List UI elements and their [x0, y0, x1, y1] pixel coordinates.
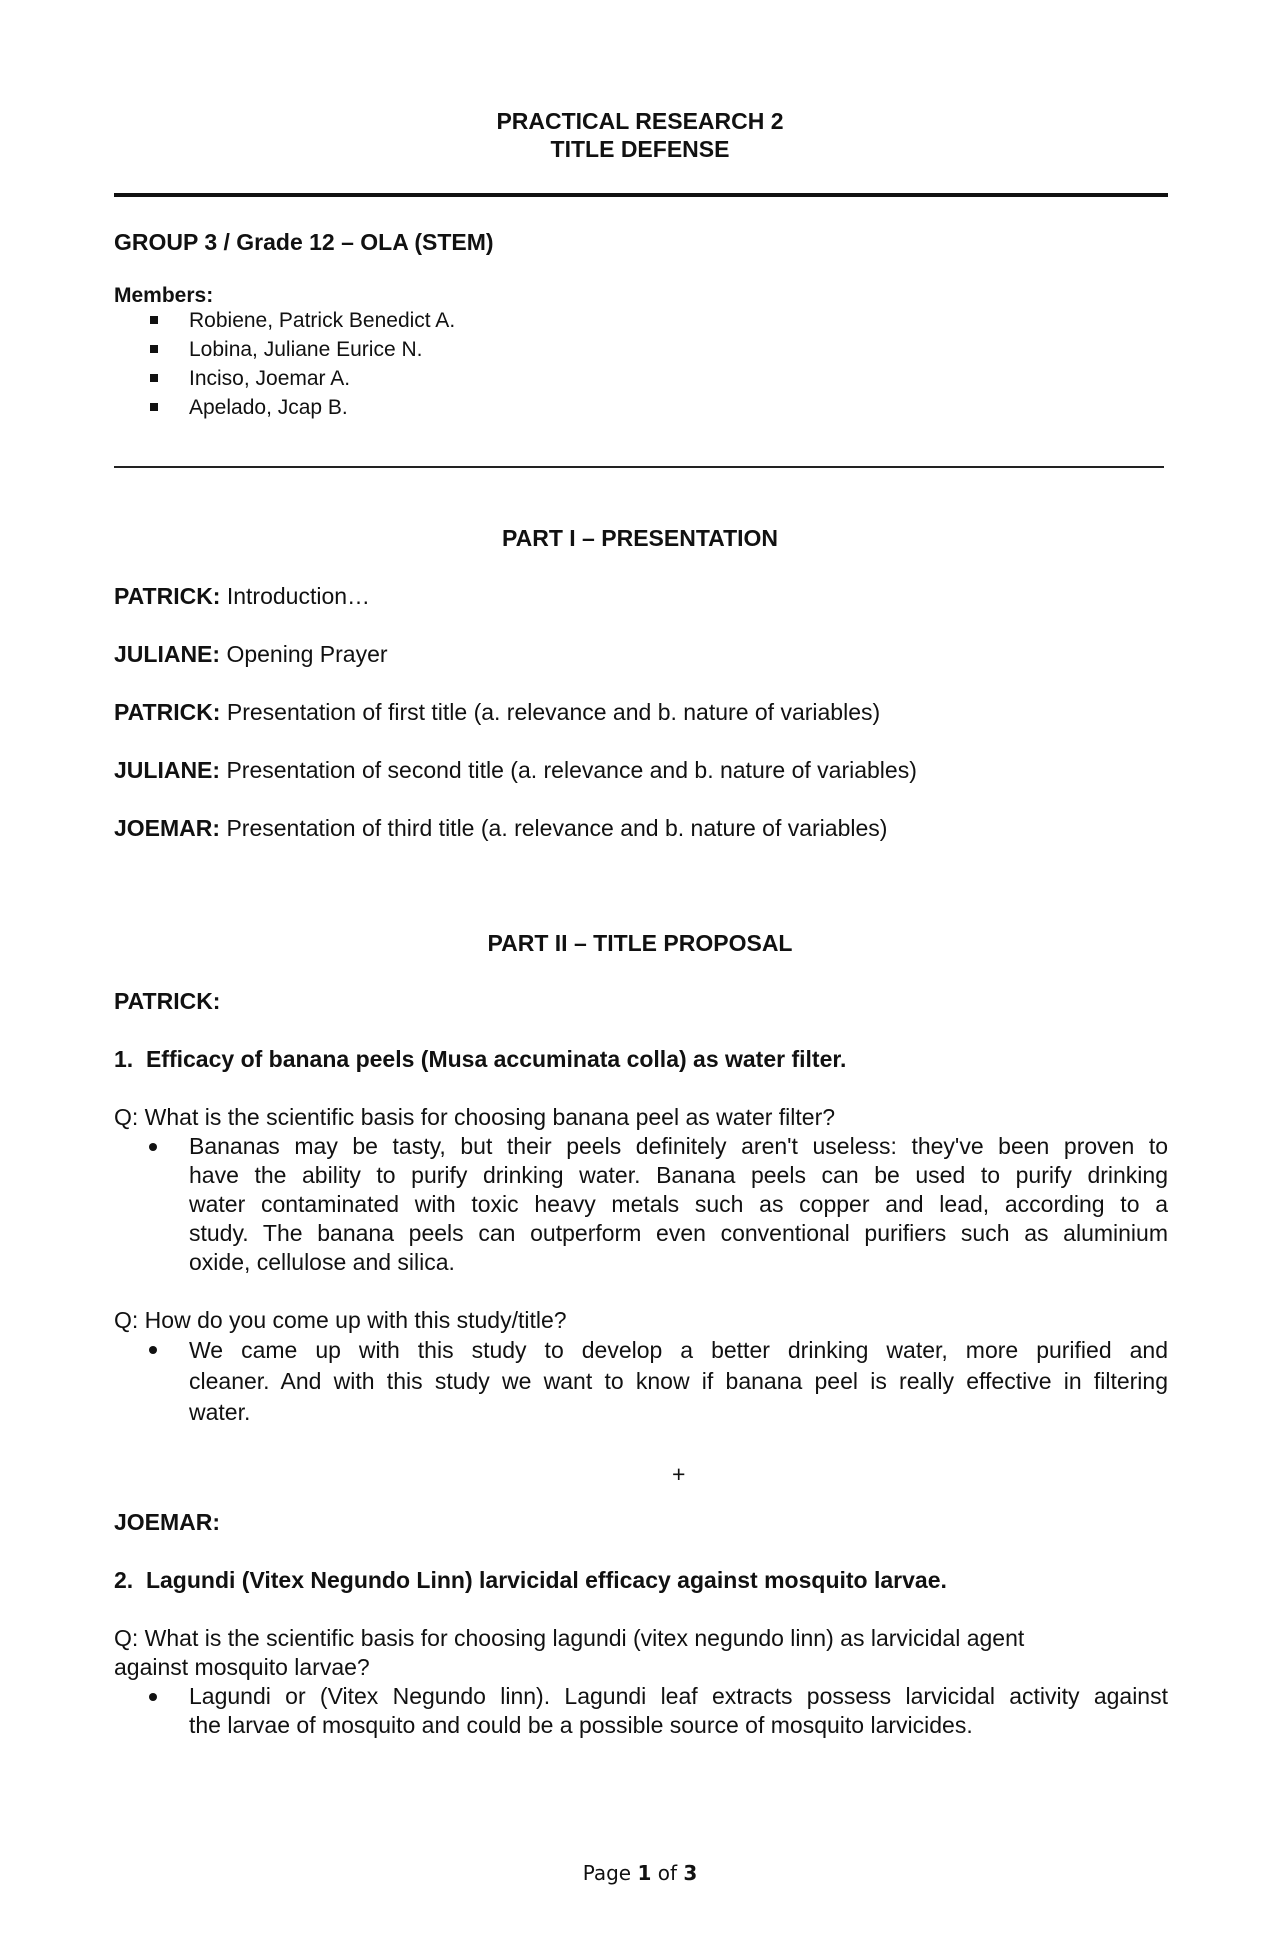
doc-subtitle: TITLE DEFENSE [550, 136, 730, 162]
answer-line: Lagundi or (Vitex Negundo linn). Lagundi leaf extracts possess larvicidal activity against [189, 1683, 1168, 1709]
agenda-item [114, 814, 887, 843]
member-item: Inciso, Joemar A. [189, 367, 351, 390]
agenda-speaker: PATRICK: [114, 699, 221, 725]
page-number: 1 [637, 1861, 652, 1885]
section1-question-2: Q: How do you come up with this study/title? [114, 1307, 567, 1333]
member-item: Apelado, Jcap B. [189, 396, 348, 419]
answer-line: have the ability to purify drinking water. Banana peels can be used to purify drinking [189, 1162, 1168, 1188]
section-divider [114, 466, 1164, 468]
doc-title: PRACTICAL RESEARCH 2 [496, 108, 784, 134]
answer-line: Bananas may be tasty, but their peels definitely aren't useless: they've been proven to [189, 1133, 1168, 1159]
answer-line: oxide, cellulose and silica. [189, 1249, 455, 1275]
section2-answer-1 [189, 1682, 1168, 1740]
page-word: Page [582, 1861, 638, 1885]
agenda-speaker: JULIANE: [114, 641, 221, 667]
section1-question-1: Q: What is the scientific basis for choosing banana peel as water filter? [114, 1104, 836, 1130]
member-bullet-icon [150, 345, 158, 353]
header-divider [114, 193, 1168, 197]
section1-speaker: PATRICK: [114, 988, 221, 1014]
section2-question-1-cont: against mosquito larvae? [114, 1654, 370, 1680]
answer-line: water. [189, 1399, 251, 1425]
section2-speaker: JOEMAR: [114, 1509, 221, 1535]
section2-question-1: Q: What is the scientific basis for choosing lagundi (vitex negundo linn) as larvicidal agent [114, 1625, 1025, 1651]
agenda-speaker: JULIANE: [114, 757, 221, 783]
agenda-item [114, 640, 388, 669]
part2-heading: PART II – TITLE PROPOSAL [487, 930, 793, 956]
answer-line: We came up with this study to develop a better drinking water, more purified and [189, 1337, 1168, 1363]
agenda-text: Opening Prayer [220, 641, 388, 667]
agenda-speaker: JOEMAR: [114, 815, 221, 841]
answer-bullet-icon [149, 1143, 157, 1151]
agenda-text: Presentation of third title (a. relevance and b. nature of variables) [220, 815, 888, 841]
member-bullet-icon [150, 374, 158, 382]
agenda-text: Presentation of first title (a. relevance and b. nature of variables) [220, 699, 881, 725]
answer-bullet-icon [149, 1693, 157, 1701]
answer-line: the larvae of mosquito and could be a possible source of mosquito larvicides. [189, 1712, 973, 1738]
member-bullet-icon [150, 403, 158, 411]
member-item: Lobina, Juliane Eurice N. [189, 338, 423, 361]
part1-heading: PART I – PRESENTATION [501, 525, 779, 551]
group-heading: GROUP 3 / Grade 12 – OLA (STEM) [114, 229, 494, 255]
answer-line: study. The banana peels can outperform even conventional purifiers such as aluminium [189, 1220, 1168, 1246]
agenda-text: Introduction… [220, 583, 371, 609]
member-item: Robiene, Patrick Benedict A. [189, 309, 456, 332]
agenda-text: Presentation of second title (a. relevance and b. nature of variables) [220, 757, 917, 783]
agenda-item [114, 756, 917, 785]
section1-answer-2 [189, 1335, 1168, 1428]
answer-bullet-icon [149, 1346, 157, 1354]
page-footer [0, 1860, 1280, 1886]
answer-line: water contaminated with toxic heavy metals such as copper and lead, according to a [189, 1191, 1168, 1217]
agenda-item [114, 698, 880, 727]
section1-answer-1 [189, 1132, 1168, 1277]
section1-title: 1. Efficacy of banana peels (Musa accuminata colla) as water filter. [114, 1046, 847, 1072]
plus-mark: + [672, 1461, 686, 1487]
agenda-item [114, 582, 370, 611]
section2-title: 2. Lagundi (Vitex Negundo Linn) larvicidal efficacy against mosquito larvae. [114, 1567, 947, 1593]
of-word: of [651, 1861, 684, 1885]
answer-line: cleaner. And with this study we want to know if banana peel is really effective in filtering [189, 1368, 1168, 1394]
page-total: 3 [683, 1861, 698, 1885]
member-bullet-icon [150, 316, 158, 324]
members-label: Members: [114, 284, 214, 307]
agenda-speaker: PATRICK: [114, 583, 221, 609]
